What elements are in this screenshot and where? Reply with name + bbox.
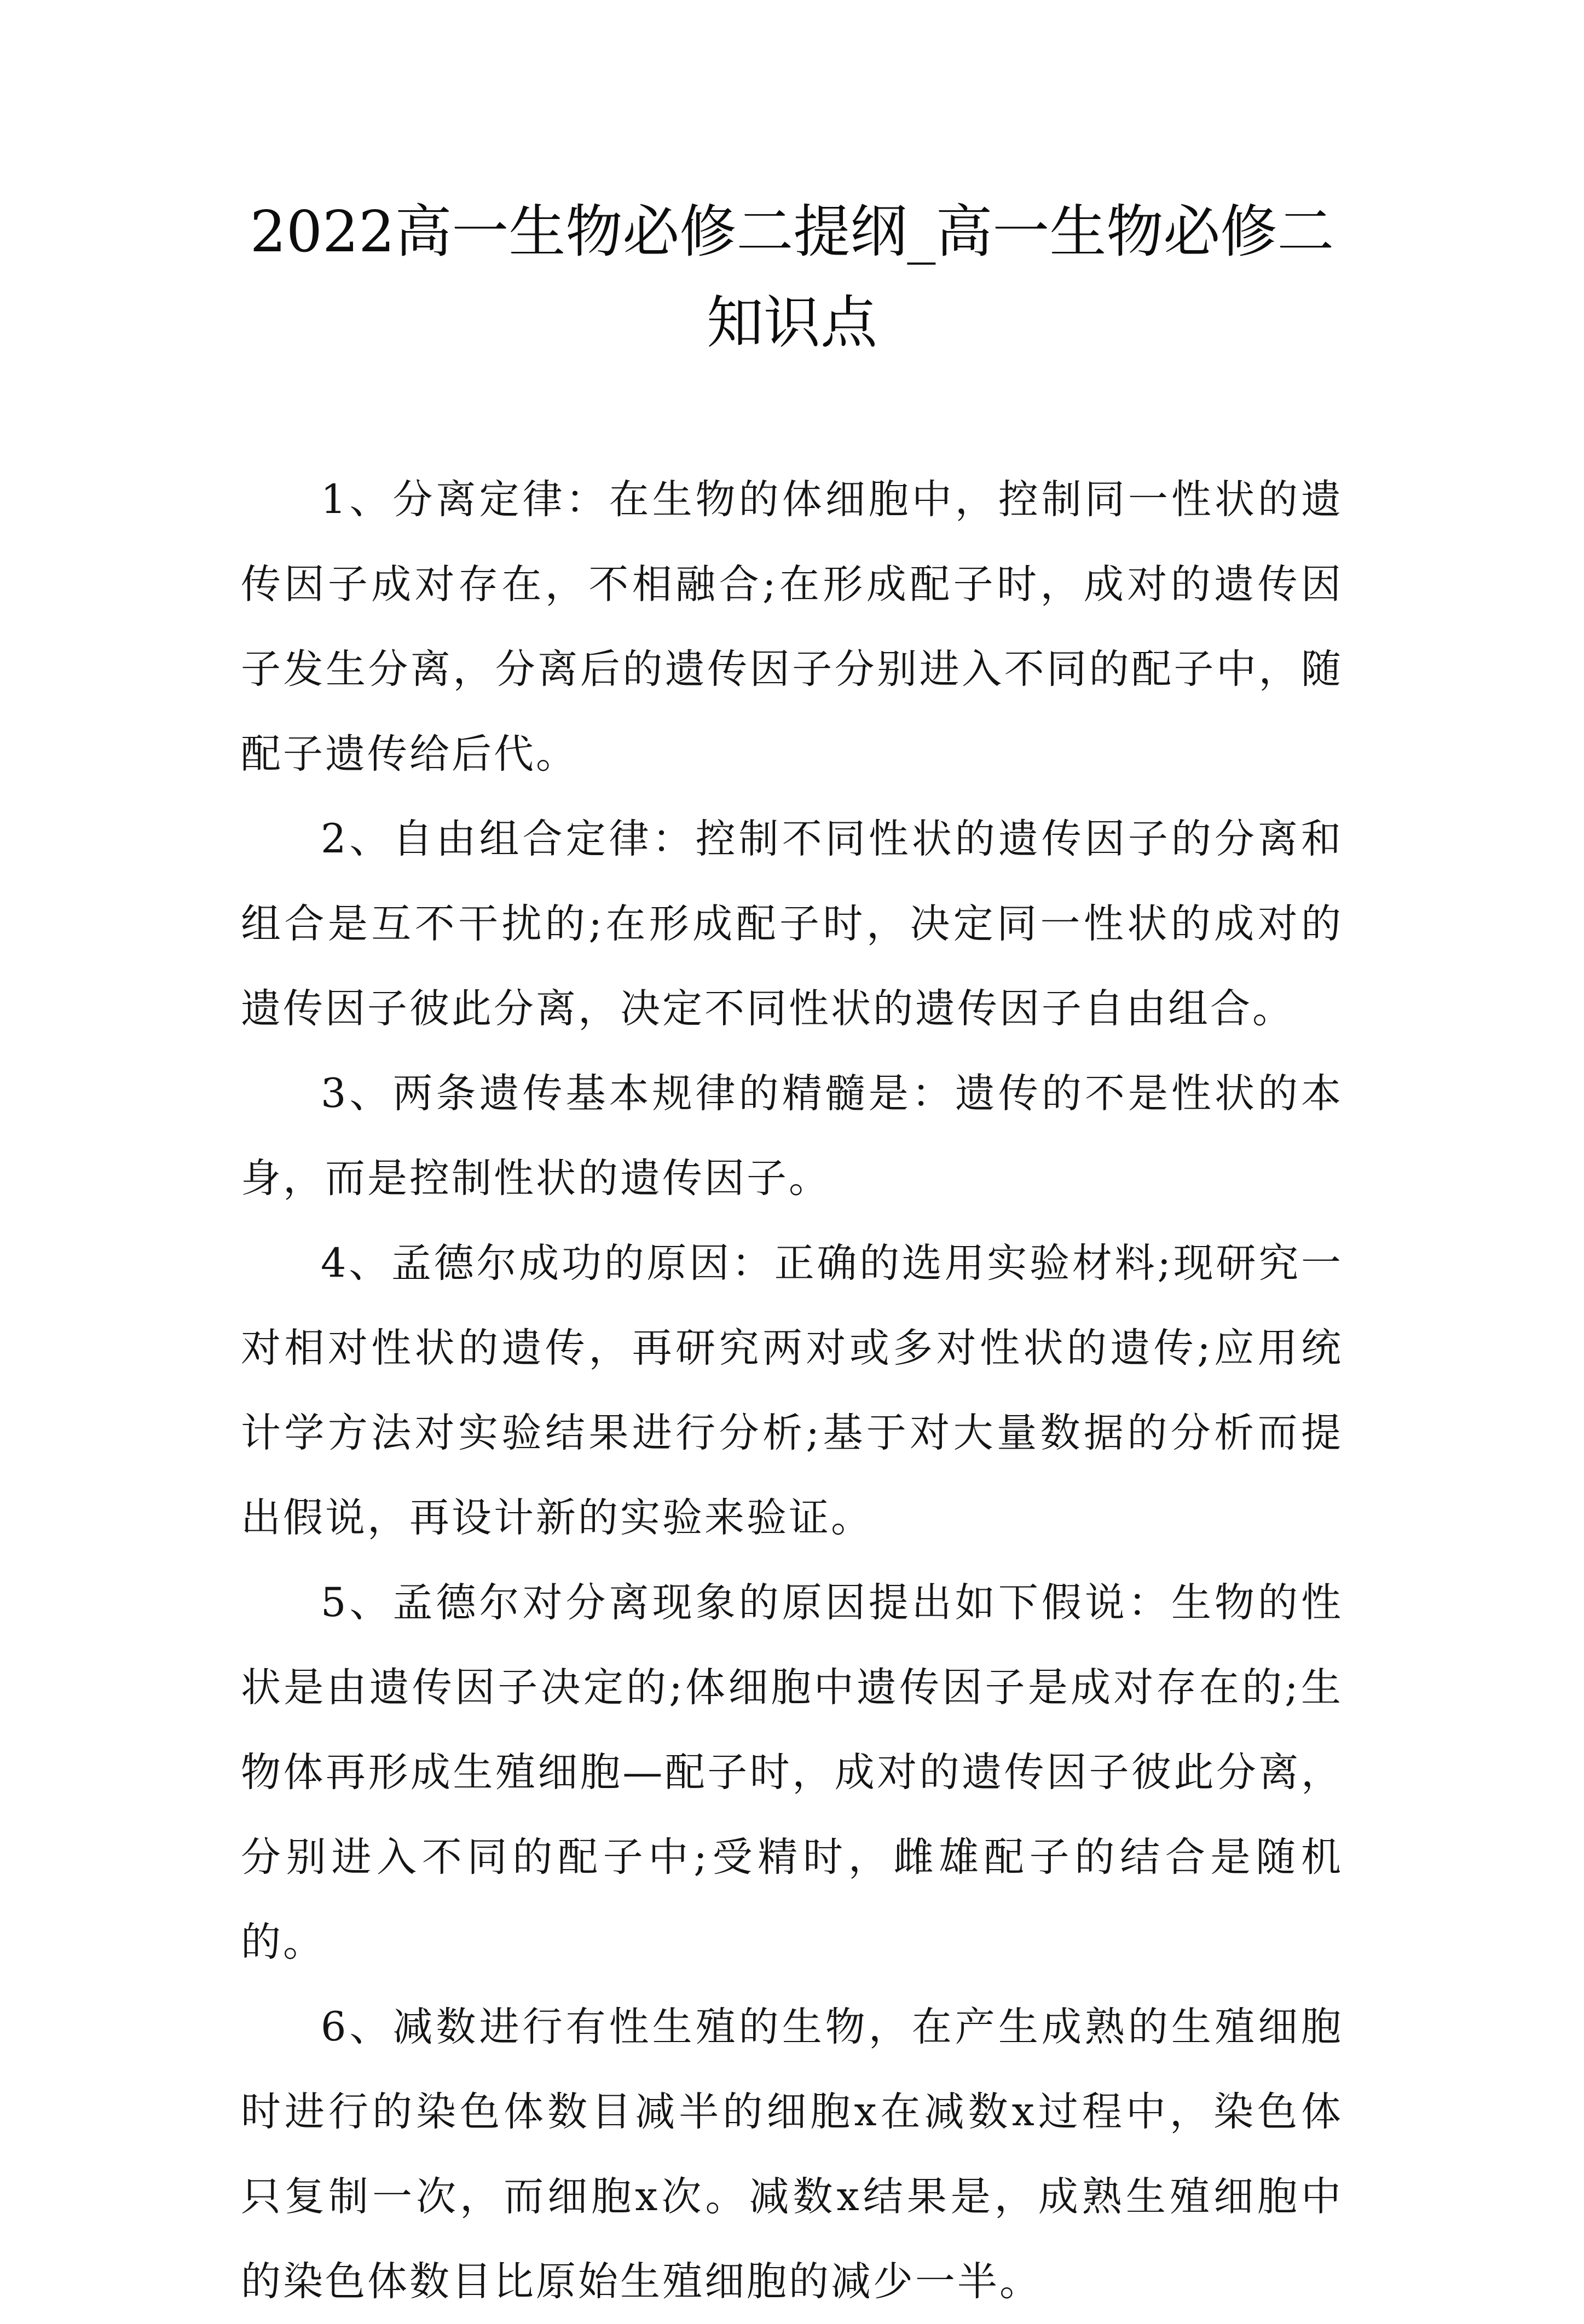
paragraph-6: 6、减数进行有性生殖的生物，在产生成熟的生殖细胞时进行的染色体数目减半的细胞x在减数x过程中，染色体只复制一次，而细胞x次。减数x结果是，成熟生殖细胞中的染色体数目比原始生殖细胞的减少一半。 bbox=[241, 2004, 1343, 2305]
paragraph-5: 5、孟德尔对分离现象的原因提出如下假说：生物的性状是由遗传因子决定的;体细胞中遗传因子是成对存在的;生物体再形成生殖细胞—配子时，成对的遗传因子彼此分离，分别进入不同的配子中;受精时，雌雄配子的结合是随机的。 bbox=[241, 1579, 1343, 1965]
document-body bbox=[241, 457, 1343, 2324]
document-title: 2022高一生物必修二提纲_高一生物必修二知识点 bbox=[250, 198, 1334, 356]
paragraph-1: 1、分离定律：在生物的体细胞中，控制同一性状的遗传因子成对存在，不相融合;在形成配子时，成对的遗传因子发生分离，分离后的遗传因子分别进入不同的配子中，随配子遗传给后代。 bbox=[241, 476, 1343, 777]
paragraph-3: 3、两条遗传基本规律的精髓是：遗传的不是性状的本身，而是控制性状的遗传因子。 bbox=[241, 1070, 1343, 1202]
paragraph-4: 4、孟德尔成功的原因：正确的选用实验材料;现研究一对相对性状的遗传，再研究两对或多对性状的遗传;应用统计学方法对实验结果进行分析;基于对大量数据的分析而提出假说，再设计新的实验来验证。 bbox=[241, 1240, 1343, 1541]
paragraph-2: 2、自由组合定律：控制不同性状的遗传因子的分离和组合是互不干扰的;在形成配子时，决定同一性状的成对的遗传因子彼此分离，决定不同性状的遗传因子自由组合。 bbox=[241, 816, 1343, 1032]
